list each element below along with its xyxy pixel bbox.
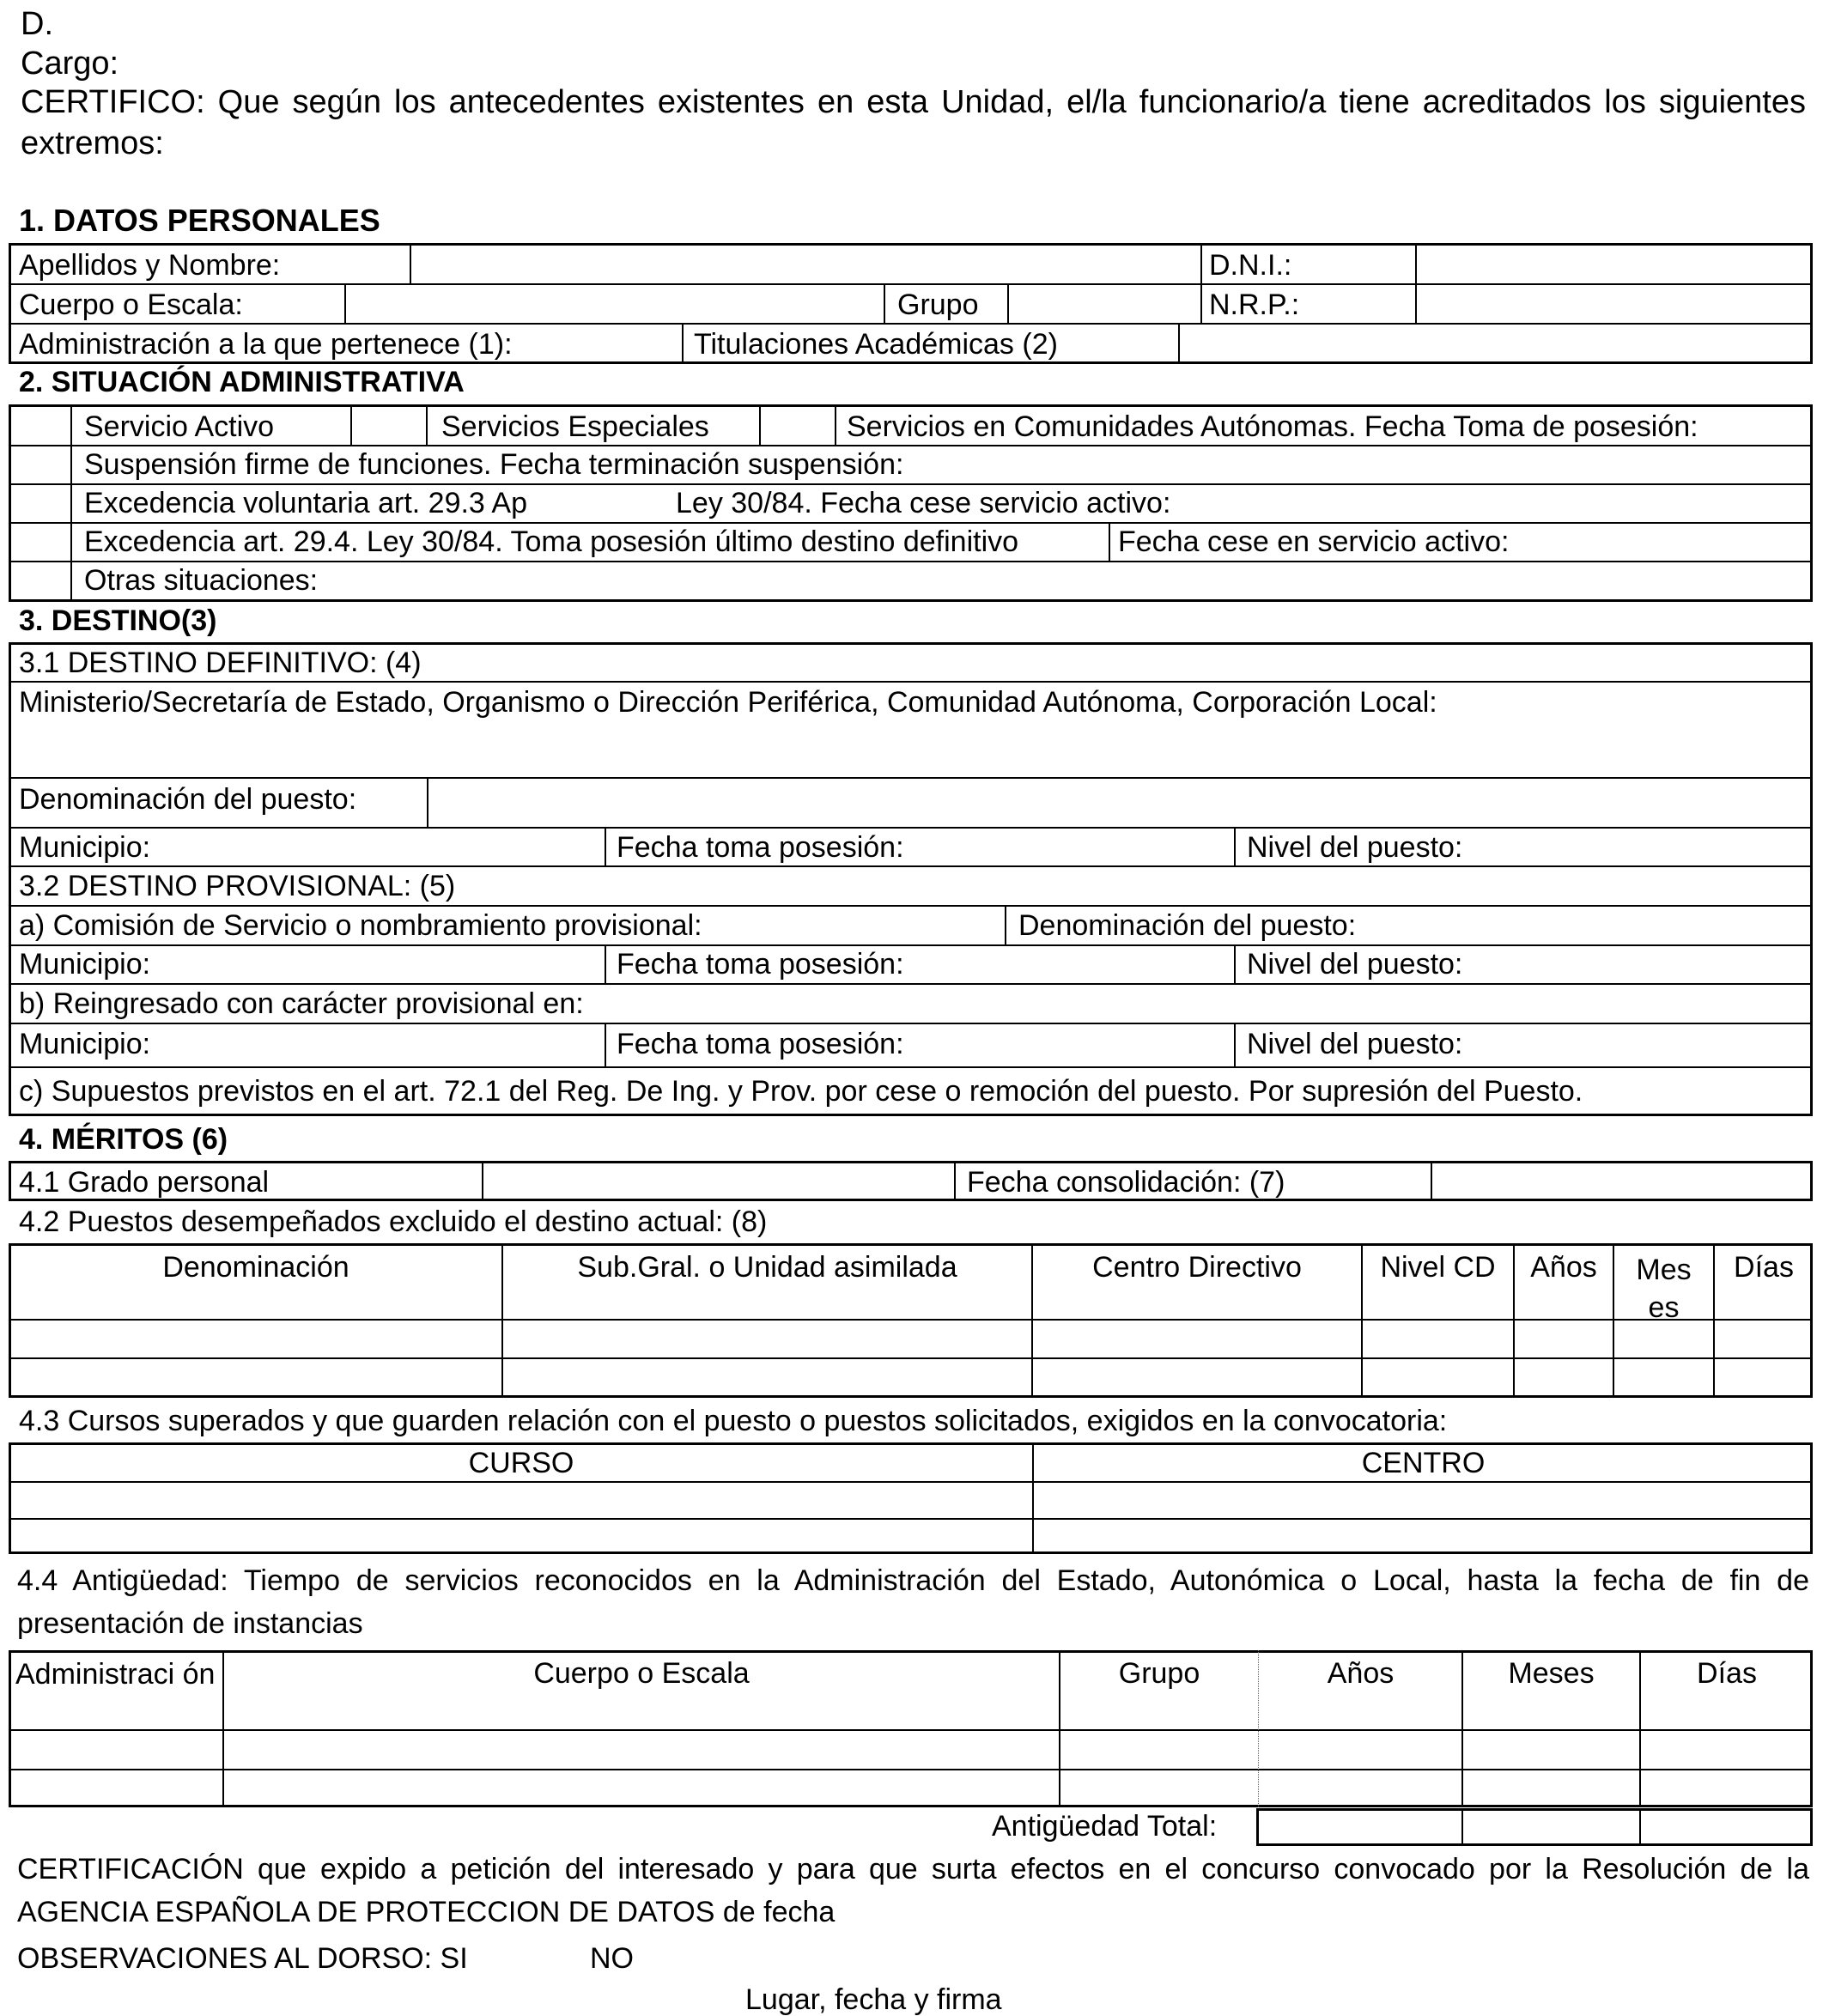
puestos-header-denominacion: Denominación [162, 1251, 349, 1284]
fecha-toma-label-3: Fecha toma posesión: [617, 1028, 904, 1060]
grado-personal-label: 4.1 Grado personal [19, 1166, 270, 1199]
cursos-title: 4.3 Cursos superados y que guarden relación con el puesto o puestos solicitados, exigidos en la convocatoria: [19, 1405, 1448, 1437]
certificacion-text: CERTIFICACIÓN que expido a petición del interesado y para que surta efectos en el concurso convocado por la Resolución de la AGENCIA ESPAÑOLA DE PROTECCION DE DATOS de fecha [17, 1853, 1809, 1928]
ministerio-label: Ministerio/Secretaría de Estado, Organismo o Dirección Periférica, Comunidad Autónoma, Corporación Local: [19, 686, 1437, 719]
municipio-label-1: Municipio: [19, 831, 151, 864]
puestos-header-centro: Centro Directivo [1092, 1251, 1302, 1284]
ant-header-anos: Años [1327, 1657, 1395, 1690]
excedencia-294-label: Excedencia art. 29.4. Ley 30/84. Toma posesión último destino definitivo [84, 525, 1019, 558]
grado-box [9, 1161, 1813, 1201]
apellidos-label: Apellidos y Nombre: [19, 249, 281, 282]
nivel-puesto-label-1: Nivel del puesto: [1247, 831, 1463, 864]
cuerpo-label: Cuerpo o Escala: [19, 288, 243, 321]
fecha-toma-label-1: Fecha toma posesión: [617, 831, 904, 864]
antiguedad-total-label: Antigüedad Total: [992, 1810, 1218, 1843]
servicios-ccaa-label: Servicios en Comunidades Autónomas. Fecha Toma de posesión: [847, 410, 1698, 443]
puestos-title: 4.2 Puestos desempeñados excluido el destino actual: (8) [19, 1205, 768, 1238]
suspension-label: Suspensión firme de funciones. Fecha terminación suspensión: [84, 448, 904, 481]
puestos-header-anos: Años [1530, 1251, 1597, 1284]
cursos-header-centro: CENTRO [1361, 1447, 1486, 1479]
grupo-label: Grupo [897, 288, 979, 321]
ant-header-meses: Meses [1508, 1657, 1595, 1690]
municipio-label-2: Municipio: [19, 948, 151, 981]
cargo-label: Cargo: [21, 46, 119, 82]
nrp-label: N.R.P.: [1209, 288, 1300, 321]
fecha-cese-label: Fecha cese en servicio activo: [1118, 525, 1510, 558]
supuestos-label: c) Supuestos previstos en el art. 72.1 del Reg. De Ing. y Prov. por cese o remoción del puesto. Por supresión del Puesto. [19, 1075, 1583, 1108]
antiguedad-text: 4.4 Antigüedad: Tiempo de servicios reconocidos en la Administración del Estado, Autonómica o Local, hasta la fecha de fin de presentación de instancias [17, 1564, 1809, 1640]
section-4-title: 4. MÉRITOS (6) [19, 1123, 228, 1156]
ant-header-dias: Días [1697, 1657, 1757, 1690]
fecha-toma-label-2: Fecha toma posesión: [617, 948, 904, 981]
titulaciones-label: Titulaciones Académicas (2) [694, 328, 1058, 361]
dni-label: D.N.I.: [1209, 249, 1292, 282]
servicios-especiales-label: Servicios Especiales [441, 410, 709, 443]
destino-definitivo-title: 3.1 DESTINO DEFINITIVO: (4) [19, 647, 422, 679]
reingresado-label: b) Reingresado con carácter provisional en: [19, 987, 584, 1020]
puestos-header-dias: Días [1734, 1251, 1794, 1284]
puestos-header-meses: Mes es [1636, 1254, 1692, 1324]
municipio-label-3: Municipio: [19, 1028, 151, 1060]
puestos-header-subgral: Sub.Gral. o Unidad asimilada [577, 1251, 957, 1284]
otras-situaciones-label: Otras situaciones: [84, 564, 319, 597]
observaciones-label: OBSERVACIONES AL DORSO: SI [17, 1942, 468, 1975]
section-3-title: 3. DESTINO(3) [19, 604, 217, 637]
denominacion-puesto-label-2: Denominación del puesto: [1018, 909, 1357, 942]
antiguedad-total-box [1256, 1808, 1813, 1846]
cursos-header-curso: CURSO [468, 1447, 574, 1479]
denominacion-puesto-label: Denominación del puesto: [19, 783, 357, 816]
administracion-label: Administración a la que pertenece (1): [19, 328, 513, 361]
fecha-consolidacion-label: Fecha consolidación: (7) [967, 1166, 1285, 1199]
ant-header-administracion: Administraci ón [15, 1658, 216, 1691]
ant-header-cuerpo: Cuerpo o Escala [533, 1657, 750, 1690]
observaciones-no: NO [590, 1942, 634, 1975]
lugar-fecha-firma: Lugar, fecha y firma [745, 1983, 1002, 2016]
section-2-title: 2. SITUACIÓN ADMINISTRATIVA [19, 366, 465, 398]
d-label: D. [21, 6, 53, 42]
ant-header-grupo: Grupo [1118, 1657, 1200, 1690]
puestos-header-nivel: Nivel CD [1380, 1251, 1496, 1284]
nivel-puesto-label-2: Nivel del puesto: [1247, 948, 1463, 981]
excedencia-voluntaria-ley: Ley 30/84. Fecha cese servicio activo: [676, 487, 1171, 519]
section-1-title: 1. DATOS PERSONALES [19, 203, 380, 238]
servicio-activo-label: Servicio Activo [84, 410, 275, 443]
excedencia-voluntaria-label: Excedencia voluntaria art. 29.3 Ap [84, 487, 527, 519]
nivel-puesto-label-3: Nivel del puesto: [1247, 1028, 1463, 1060]
destino-provisional-title: 3.2 DESTINO PROVISIONAL: (5) [19, 870, 456, 902]
certifico-text: CERTIFICO: Que según los antecedentes existentes en esta Unidad, el/la funcionario/a tiene acreditados los siguientes extremos: [21, 84, 1806, 161]
comision-label: a) Comisión de Servicio o nombramiento provisional: [19, 909, 702, 942]
